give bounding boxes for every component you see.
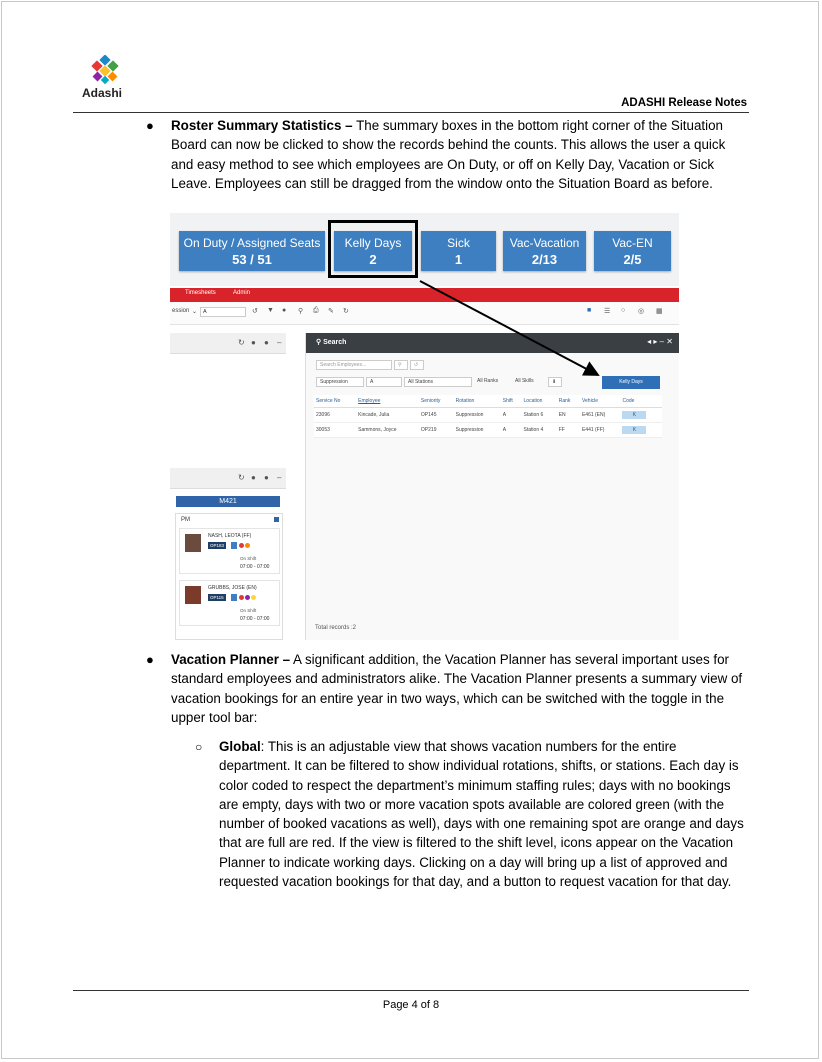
col-seniority[interactable]: Seniority <box>419 395 454 408</box>
stat-value: 2/13 <box>531 252 558 267</box>
employee-time: 07:00 - 07:00 <box>240 564 270 570</box>
skills-select[interactable]: All Skills <box>515 378 534 384</box>
refresh-icon[interactable]: ↻ <box>238 473 245 482</box>
reset-button[interactable]: ↺ <box>410 360 424 370</box>
bullet-vacation-text: A significant addition, the Vacation Planner has several important uses for standard employees and administrators alike. The Vacation Planner presents a summary view of vacation bookings for an entire year in two ways, which can be switched with the toggle in the upper tool bar: <box>171 652 743 725</box>
cell: FF <box>557 423 580 438</box>
settings-icon[interactable]: ◎ <box>638 308 645 315</box>
search-button[interactable]: ⚲ <box>394 360 408 370</box>
logo-text: Adashi <box>82 86 123 100</box>
employee-status: On Shift <box>240 556 257 561</box>
total-records: Total records :2 <box>315 625 357 631</box>
col-service-no[interactable]: Service No <box>314 395 356 408</box>
cell: A <box>501 423 522 438</box>
info-icon[interactable]: ● <box>251 338 256 347</box>
search-icon[interactable]: ⚲ <box>298 308 304 315</box>
bullet-dot: ● <box>146 652 154 667</box>
col-rank[interactable]: Rank <box>557 395 580 408</box>
situation-board-screenshot <box>170 213 679 640</box>
refresh-icon[interactable]: ↻ <box>343 308 349 315</box>
cell: Suppression <box>454 423 501 438</box>
cell: 23096 <box>314 408 356 423</box>
stat-value: 1 <box>454 252 463 267</box>
stat-label: Vac-Vacation <box>509 236 580 250</box>
cell: Kincade, Julia <box>356 408 419 423</box>
footer-divider <box>73 990 749 991</box>
cell: Station 4 <box>522 423 557 438</box>
stat-value: 53 / 51 <box>232 252 272 267</box>
stat-label: Sick <box>447 236 470 250</box>
col-shift[interactable]: Shift <box>501 395 522 408</box>
search-input[interactable]: Search Employees... <box>316 360 392 370</box>
station-select[interactable]: All Stations <box>404 377 472 387</box>
bullet-roster-summary <box>171 116 749 193</box>
employee-name: NASH, LEOTA (FF) <box>208 533 252 539</box>
header-title: ADASHI Release Notes <box>621 97 747 109</box>
map-icon[interactable]: ▦ <box>656 308 663 315</box>
minimize-icon[interactable]: – <box>277 473 282 482</box>
bullet-roster-text: The summary boxes in the bottom right corner of the Situation Board can now be clicked to show the records behind the counts. This allows the user a quick and easy method to see which employees are On Duty, or off on Kelly Day, Vacation or Sick Leave. Employees can still be dragged from the window onto the Situation Board as before. <box>171 118 726 191</box>
cell: Station 6 <box>522 408 557 423</box>
filter-icon[interactable]: ▼ <box>267 307 274 314</box>
employee-name: GRUBBS, JOSE (EN) <box>208 585 257 591</box>
sub-bullet-global-text: : This is an adjustable view that shows vacation numbers for the entire department. It can be filtered to show individual rotations, shifts, or stations. Each day is color coded to respect the department’s minimum staffing rules; days with no bookings are empty, days with two or more vacation spots available are colored green (with the number of booked vacations as well), days with one remaining spot are orange and days that are full are red. If the view is filtered to the shift level, icons appear on the Vacation Planner to indicate working days. Clicking on a day will bring up a list of approved and requested vacation bookings for that day, and a button to request vacation for that day. <box>219 739 744 890</box>
adashi-logo <box>82 55 132 100</box>
unit-header[interactable]: M421 <box>176 496 280 507</box>
rotation-select[interactable]: Suppression <box>316 377 364 387</box>
cell: E461 (EN) <box>580 408 621 423</box>
col-rotation[interactable]: Rotation <box>454 395 501 408</box>
edit-icon[interactable]: ✎ <box>328 308 334 315</box>
stat-label: On Duty / Assigned Seats <box>183 236 321 250</box>
sub-bullet-global <box>219 737 749 891</box>
search-icon: ⚲ <box>316 339 324 346</box>
employee-tag: OP115 <box>210 595 224 600</box>
code-badge[interactable]: K <box>622 426 646 434</box>
session-select-label[interactable]: ession <box>172 308 190 314</box>
chat-icon[interactable]: ● <box>264 473 269 482</box>
cell: OP145 <box>419 408 454 423</box>
minimize-icon[interactable]: – <box>277 338 282 347</box>
refresh-icon[interactable]: ↻ <box>238 338 245 347</box>
callout-arrow <box>170 213 679 640</box>
cell: Sammons, Joyce <box>356 423 419 438</box>
cell: E441 (FF) <box>580 423 621 438</box>
employee-time: 07:00 - 07:00 <box>240 616 270 622</box>
header-divider <box>73 112 749 113</box>
chevron-down-icon: ⌄ <box>192 309 198 315</box>
shift-select[interactable]: A <box>200 307 246 317</box>
page-number: Page 4 of 8 <box>382 999 440 1011</box>
chat-icon[interactable]: ● <box>264 338 269 347</box>
bullet-vacation-title: Vacation Planner – <box>171 652 291 667</box>
user-icon[interactable]: ○ <box>621 307 626 314</box>
ranks-select[interactable]: All Ranks <box>477 378 499 384</box>
download-icon[interactable]: ⬇ <box>548 377 562 387</box>
bullet-roster-title: Roster Summary Statistics – <box>171 118 353 133</box>
col-vehicle[interactable]: Vehicle <box>580 395 621 408</box>
undo-icon[interactable]: ↺ <box>252 308 258 315</box>
sub-bullet-global-title: Global <box>219 739 261 754</box>
cell: A <box>501 408 522 423</box>
stat-value: 2 <box>369 252 377 267</box>
cell: Suppression <box>454 408 501 423</box>
info-icon[interactable]: ● <box>251 473 256 482</box>
employee-tag: OP183 <box>210 543 225 548</box>
sub-bullet-circle: ○ <box>195 740 203 754</box>
cell: OP219 <box>419 423 454 438</box>
menu-timesheets[interactable]: Timesheets <box>185 290 216 296</box>
col-code[interactable]: Code <box>620 395 662 408</box>
print-icon[interactable]: ⎙ <box>313 307 319 314</box>
list-icon[interactable]: ☰ <box>604 308 611 315</box>
bullet-vacation-planner <box>171 650 749 727</box>
cell: 30053 <box>314 423 356 438</box>
window-controls-icon[interactable]: ◂ ▸ – ✕ <box>647 337 673 346</box>
col-location[interactable]: Location <box>522 395 557 408</box>
bus-icon[interactable]: ■ <box>587 307 592 314</box>
cell: EN <box>557 408 580 423</box>
globe-icon[interactable]: ● <box>282 307 287 314</box>
stat-label: Vac-EN <box>612 236 653 250</box>
col-employee[interactable]: Employee <box>356 395 419 408</box>
menu-admin[interactable]: Admin <box>233 290 251 296</box>
stat-label: Kelly Days <box>344 236 402 250</box>
kelly-days-button[interactable]: Kelly Days <box>602 376 660 389</box>
shift-filter-select[interactable]: A <box>366 377 402 387</box>
search-title-text: Search <box>323 339 347 346</box>
bullet-dot: ● <box>146 118 154 133</box>
adashi-logo-icon <box>88 55 122 85</box>
period-label: PM <box>181 517 190 523</box>
stat-value: 2/5 <box>623 252 642 267</box>
code-badge[interactable]: K <box>622 411 646 419</box>
employee-status: On Shift <box>240 608 257 613</box>
